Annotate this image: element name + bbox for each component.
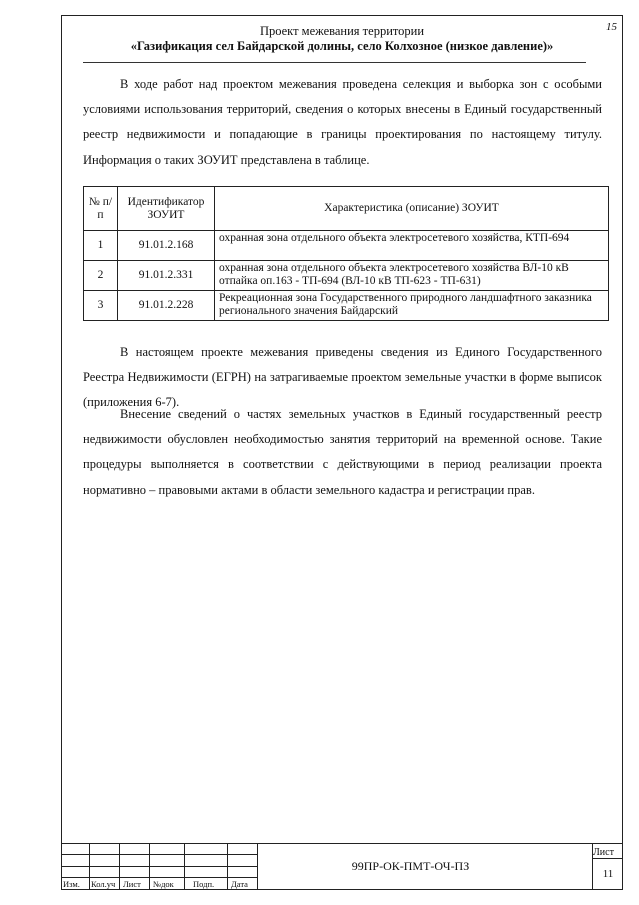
stamp-line [89, 843, 90, 890]
row-id: 91.01.2.331 [118, 261, 215, 291]
row-num: 2 [84, 261, 118, 291]
row-desc: охранная зона отдельного объекта электросетевого хозяйства, КТП-694 [215, 231, 609, 261]
table-row [84, 261, 609, 291]
paragraph-parts: Внесение сведений о частях земельных участков в Единый государственный реестр недвижимости обусловлен необходимостью занятия территорий на временной основе. Такие процедуры выполняется в соответствии с действующими в период реализации проекта нормативно – правовыми актами в области земельного кадастра и регистрации прав. [83, 407, 602, 497]
title-block [61, 843, 623, 890]
row-num: 3 [84, 291, 118, 321]
stamp-label-kol: Кол.уч [91, 879, 116, 889]
sheet-label: Лист [593, 847, 614, 858]
stamp-line [184, 843, 185, 890]
page-number: 15 [606, 21, 617, 33]
stamp-line [227, 843, 228, 890]
header-id: Идентификатор ЗОУИТ [118, 187, 215, 231]
table-row [84, 291, 609, 321]
stamp-label-ndok: №док [153, 879, 174, 889]
sheet-number: 11 [602, 868, 614, 880]
stamp-line [119, 843, 120, 890]
row-desc: охранная зона отдельного объекта электросетевого хозяйства ВЛ-10 кВ отпайка оп.163 - ТП-694 (ВЛ-10 кВ ТП-623 - ТП-631) [215, 261, 609, 291]
stamp-line [592, 858, 623, 859]
stamp-label-data: Дата [231, 879, 248, 889]
zouit-table [83, 186, 609, 321]
document-code: 99ПР-ОК-ПМТ-ОЧ-ПЗ [351, 859, 470, 873]
header-desc: Характеристика (описание) ЗОУИТ [215, 187, 609, 231]
row-id: 91.01.2.168 [118, 231, 215, 261]
stamp-label-izm: Изм. [63, 879, 80, 889]
header-rule [83, 62, 586, 63]
header-project-name: «Газификация сел Байдарской долины, село Колхозное (низкое давление)» [130, 39, 554, 53]
header-num: № п/п [84, 187, 118, 231]
paragraph-egrn: В настоящем проекте межевания приведены сведения из Единого Государственного Реестра Недвижимости (ЕГРН) на затрагиваемые проектом земельные участки в форме выписок (приложения 6-7). [83, 345, 602, 410]
stamp-line [61, 843, 623, 844]
stamp-label-list: Лист [123, 879, 141, 889]
stamp-line [149, 843, 150, 890]
row-desc: Рекреационная зона Государственного природного ландшафтного заказника регионального значения Байдарский [215, 291, 609, 321]
table-header-row [84, 187, 609, 231]
stamp-label-podp: Подп. [193, 879, 215, 889]
row-num: 1 [84, 231, 118, 261]
paragraph-intro: В ходе работ над проектом межевания проведена селекция и выборка зон с особыми условиями использования территорий, сведения о которых внесены в Единый государственный реестр недвижимости и попадающие в границы проектирования по настоящему титулу. Информация о таких ЗОУИТ представлена в таблице. [83, 77, 602, 167]
table-row [84, 231, 609, 261]
row-id: 91.01.2.228 [118, 291, 215, 321]
header-title: Проект межевания территории [259, 24, 425, 38]
